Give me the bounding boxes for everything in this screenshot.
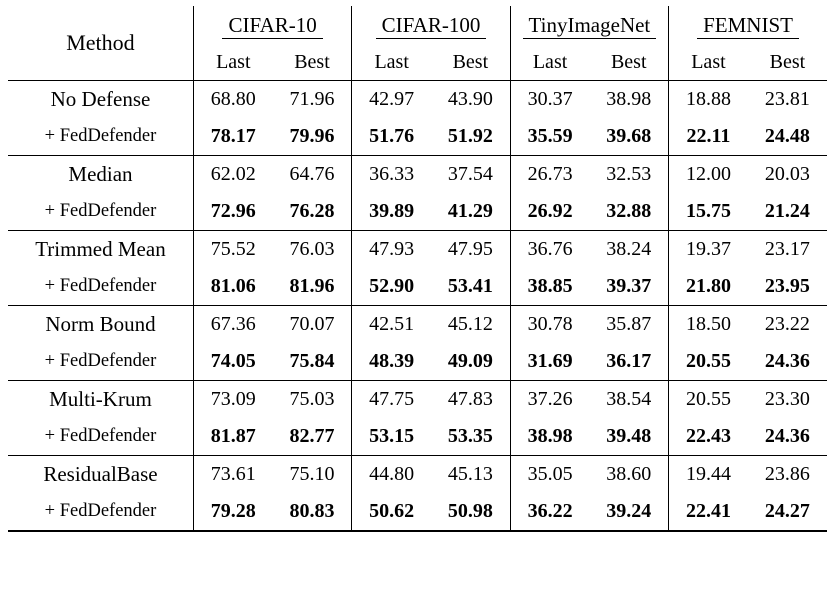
table-row [8, 156, 827, 194]
cell-value: 51.92 [447, 125, 493, 147]
method-label: + FedDefender [44, 276, 157, 296]
header-group-tinyimagenet-label: TinyImageNet [523, 14, 657, 39]
header-group-cifar100-label: CIFAR-100 [376, 14, 487, 39]
cell-value: 82.77 [289, 425, 335, 447]
table-row [8, 381, 827, 419]
cell-value: 12.00 [669, 156, 748, 194]
cell-value: 39.24 [589, 493, 668, 531]
cell-value: 37.26 [510, 381, 589, 419]
cell-value: 50.62 [352, 493, 431, 531]
cell-value: 38.60 [589, 456, 668, 494]
method-label: ResidualBase [8, 456, 193, 494]
cell-value: 23.17 [748, 231, 827, 269]
cell-value: 67.36 [193, 306, 272, 344]
cell-value: 74.05 [193, 343, 272, 381]
cell-value: 71.96 [273, 81, 352, 119]
method-label: + FedDefender [44, 126, 157, 146]
table-row [8, 493, 827, 531]
header-femnist-best: Best [769, 51, 806, 73]
table-row [8, 456, 827, 494]
method-label: Median [8, 156, 193, 194]
cell-value: 81.06 [193, 268, 272, 306]
header-group-cifar10-label: CIFAR-10 [222, 14, 322, 39]
cell-value: 31.69 [510, 343, 589, 381]
table-row [8, 306, 827, 344]
cell-value: 47.93 [352, 231, 431, 269]
cell-value: 51.76 [352, 118, 431, 156]
header-cifar10-last: Last [193, 44, 272, 81]
method-label: Multi-Krum [8, 381, 193, 419]
cell-value: 47.83 [431, 381, 510, 419]
results-table [8, 6, 827, 532]
cell-value: 23.30 [748, 381, 827, 419]
cell-value: 49.09 [447, 350, 493, 372]
cell-value: 81.96 [289, 275, 335, 297]
method-label: + FedDefender [8, 493, 193, 531]
cell-value: 79.28 [193, 493, 272, 531]
cell-value: 20.03 [748, 156, 827, 194]
table-row [8, 418, 827, 456]
header-group-cifar100 [352, 6, 510, 44]
cell-value: 22.41 [669, 493, 748, 531]
cell-value: 73.61 [193, 456, 272, 494]
table-row [8, 193, 827, 231]
method-label: No Defense [8, 81, 193, 119]
cell-value: 36.22 [510, 493, 589, 531]
cell-value: 76.03 [273, 231, 352, 269]
cell-value: 19.44 [669, 456, 748, 494]
cell-value: 53.35 [447, 425, 493, 447]
cell-value: 38.85 [510, 268, 589, 306]
cell-value: 15.75 [669, 193, 748, 231]
cell-value: 23.95 [764, 275, 810, 297]
cell-value: 38.98 [510, 418, 589, 456]
cell-value: 21.24 [764, 200, 810, 222]
cell-value: 24.27 [748, 493, 827, 531]
cell-value: 79.96 [289, 125, 335, 147]
cell-value: 26.73 [510, 156, 589, 194]
cell-value: 36.76 [510, 231, 589, 269]
cell-value: 78.17 [193, 118, 272, 156]
cell-value: 22.11 [669, 118, 748, 156]
cell-value: 24.36 [764, 425, 810, 447]
cell-value: 53.15 [352, 418, 431, 456]
cell-value: 47.75 [352, 381, 431, 419]
cell-value: 41.29 [447, 200, 493, 222]
cell-value: 43.90 [431, 81, 510, 119]
cell-value: 39.89 [352, 193, 431, 231]
method-label: + FedDefender [44, 201, 157, 221]
cell-value: 45.13 [431, 456, 510, 494]
cell-value: 18.50 [669, 306, 748, 344]
cell-value: 42.51 [352, 306, 431, 344]
cell-value: 50.98 [431, 493, 510, 531]
table-row [8, 118, 827, 156]
cell-value: 73.09 [193, 381, 272, 419]
table-group-header-row [8, 6, 827, 44]
cell-value: 37.54 [431, 156, 510, 194]
header-cifar100-last: Last [352, 44, 431, 81]
cell-value: 38.24 [589, 231, 668, 269]
method-label: Norm Bound [8, 306, 193, 344]
cell-value: 72.96 [193, 193, 272, 231]
header-group-femnist [669, 6, 827, 44]
cell-value: 75.84 [289, 350, 335, 372]
cell-value: 76.28 [289, 200, 335, 222]
cell-value: 75.03 [273, 381, 352, 419]
cell-value: 35.05 [510, 456, 589, 494]
header-method: Method [66, 30, 135, 55]
cell-value: 75.52 [193, 231, 272, 269]
cell-value: 48.39 [352, 343, 431, 381]
cell-value: 36.17 [606, 350, 652, 372]
cell-value: 23.22 [748, 306, 827, 344]
header-tinyimagenet-last: Last [510, 44, 589, 81]
cell-value: 24.36 [764, 350, 810, 372]
cell-value: 75.10 [273, 456, 352, 494]
cell-value: 20.55 [669, 343, 748, 381]
cell-value: 36.33 [352, 156, 431, 194]
table-row [8, 231, 827, 269]
header-group-femnist-label: FEMNIST [697, 14, 799, 39]
method-label: + FedDefender [44, 351, 157, 371]
header-group-tinyimagenet [510, 6, 668, 44]
table-row [8, 268, 827, 306]
header-cifar100-best: Best [452, 51, 489, 73]
cell-value: 19.37 [669, 231, 748, 269]
cell-value: 21.80 [669, 268, 748, 306]
cell-value: 38.54 [589, 381, 668, 419]
cell-value: 32.88 [606, 200, 652, 222]
cell-value: 23.81 [748, 81, 827, 119]
cell-value: 80.83 [273, 493, 352, 531]
cell-value: 39.48 [606, 425, 652, 447]
cell-value: 26.92 [510, 193, 589, 231]
cell-value: 45.12 [431, 306, 510, 344]
cell-value: 52.90 [352, 268, 431, 306]
table-row [8, 81, 827, 119]
header-tinyimagenet-best: Best [610, 51, 647, 73]
cell-value: 35.59 [510, 118, 589, 156]
cell-value: 35.87 [589, 306, 668, 344]
cell-value: 30.37 [510, 81, 589, 119]
cell-value: 22.43 [669, 418, 748, 456]
cell-value: 47.95 [431, 231, 510, 269]
table-row [8, 343, 827, 381]
header-group-cifar10 [193, 6, 351, 44]
cell-value: 62.02 [193, 156, 272, 194]
cell-value: 39.37 [606, 275, 652, 297]
cell-value: 24.48 [764, 125, 810, 147]
cell-value: 53.41 [447, 275, 493, 297]
header-femnist-last: Last [669, 44, 748, 81]
header-cifar10-best: Best [294, 51, 330, 73]
cell-value: 20.55 [669, 381, 748, 419]
cell-value: 32.53 [589, 156, 668, 194]
cell-value: 81.87 [193, 418, 272, 456]
cell-value: 44.80 [352, 456, 431, 494]
cell-value: 64.76 [273, 156, 352, 194]
cell-value: 18.88 [669, 81, 748, 119]
cell-value: 68.80 [193, 81, 272, 119]
cell-value: 38.98 [589, 81, 668, 119]
cell-value: 23.86 [748, 456, 827, 494]
cell-value: 39.68 [606, 125, 652, 147]
cell-value: 42.97 [352, 81, 431, 119]
cell-value: 70.07 [273, 306, 352, 344]
cell-value: 30.78 [510, 306, 589, 344]
method-label: + FedDefender [44, 426, 157, 446]
method-label: Trimmed Mean [8, 231, 193, 269]
